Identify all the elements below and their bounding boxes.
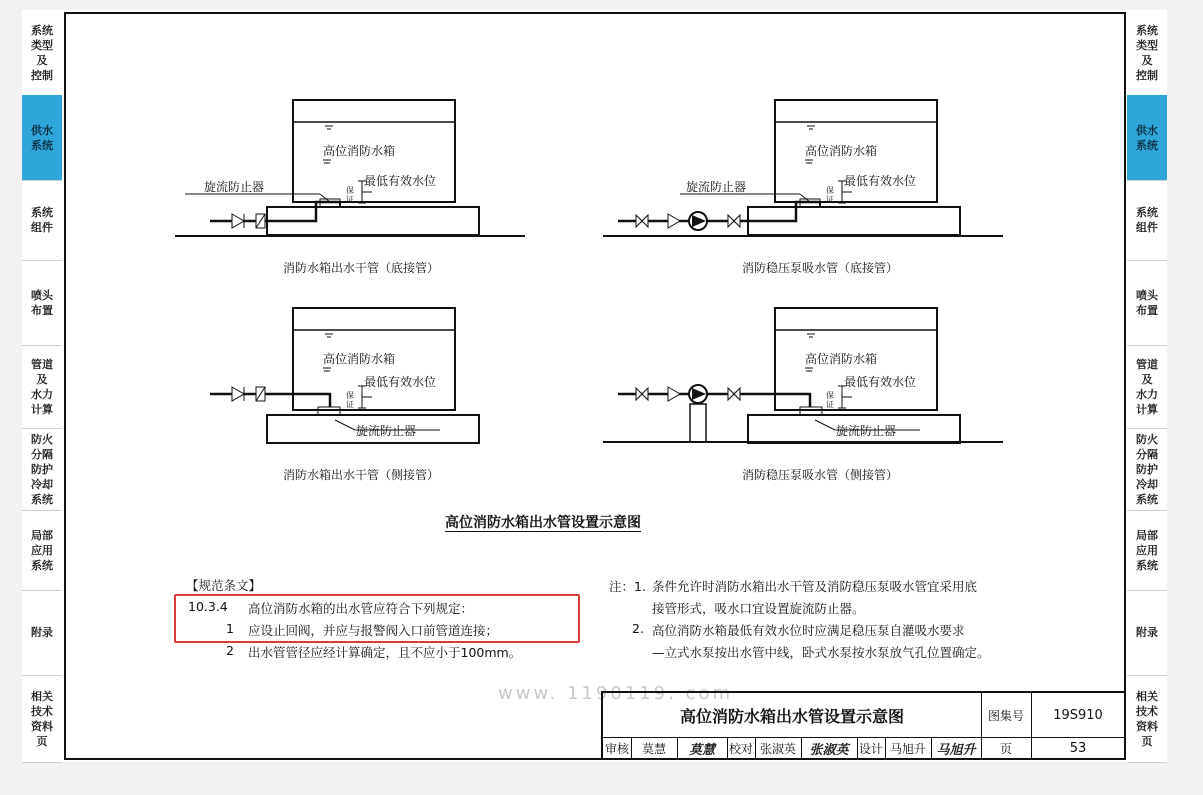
vortex-label-2: 旋流防止器	[686, 180, 747, 194]
clause-item1-number: 1	[226, 621, 234, 636]
level-mark-4: 保 证	[826, 391, 834, 409]
title-block-title: 高位消防水箱出水管设置示意图	[603, 693, 982, 738]
caption-2: 消防稳压泵吸水管（底接管）	[742, 261, 899, 275]
caption-4: 消防稳压泵吸水管（侧接管）	[742, 468, 899, 482]
note2-line2: —立式水泵按出水管中线，卧式水泵按水泵放气孔位置确定。	[652, 645, 990, 660]
review-label: 审核	[603, 737, 632, 759]
title-block	[601, 691, 1125, 758]
right-tab-5[interactable]: 管道 及 水力 计算	[1127, 345, 1167, 429]
notes-label: 注：1.	[609, 579, 646, 594]
design-signature: 马旭升	[931, 737, 982, 759]
page-number: 53	[1069, 740, 1087, 756]
right-tab-7[interactable]: 局部 应用 系统	[1127, 510, 1167, 591]
water-level-label-4: 最低有效水位	[844, 375, 917, 389]
tank-label-2: 高位消防水箱	[805, 144, 878, 158]
right-tab-6[interactable]: 防火 分隔 防护 冷却 系统	[1127, 428, 1167, 511]
clause-number: 10.3.4	[188, 599, 228, 614]
water-level-label-2: 最低有效水位	[844, 174, 917, 188]
vortex-label-4: 旋流防止器	[836, 424, 897, 438]
note1-line1: 条件允许时消防水箱出水干管及消防稳压泵吸水管宜采用底	[652, 579, 978, 594]
design-label: 设计	[857, 737, 886, 759]
note1-line2: 接管形式，吸水口宜设置旋流防止器。	[652, 601, 865, 616]
clause-item2-number: 2	[226, 643, 234, 658]
tank-label-3: 高位消防水箱	[323, 352, 396, 366]
figure-title: 高位消防水箱出水管设置示意图	[445, 515, 641, 531]
vortex-label-3: 旋流防止器	[356, 424, 417, 438]
note2-line1: 高位消防水箱最低有效水位时应满足稳压泵自灌吸水要求	[652, 623, 965, 638]
right-tab-4[interactable]: 喷头 布置	[1127, 260, 1167, 346]
left-tab-4[interactable]: 喷头 布置	[22, 260, 62, 346]
left-tab-8[interactable]: 附录	[22, 590, 62, 676]
left-tab-9[interactable]: 相关 技术 资料 页	[22, 675, 62, 763]
right-tab-9[interactable]: 相关 技术 资料 页	[1127, 675, 1167, 763]
design-name: 马旭升	[885, 737, 932, 759]
left-tab-2[interactable]: 供水 系统	[22, 95, 62, 181]
watermark: www. 1190119. com	[498, 683, 734, 704]
spec-heading: 【规范条文】	[186, 578, 262, 593]
check-signature: 张淑英	[801, 737, 858, 759]
diagram-bottom-outlet-tank	[175, 100, 525, 236]
atlas-no: 19S910	[1031, 693, 1125, 738]
caption-3: 消防水箱出水干管（侧接管）	[283, 468, 440, 482]
caption-1: 消防水箱出水干管（底接管）	[283, 261, 440, 275]
clause-item1-text: 应设止回阀，并应与报警阀入口前管道连接；	[248, 623, 499, 638]
left-tab-5[interactable]: 管道 及 水力 计算	[22, 345, 62, 429]
highlight-box	[174, 594, 580, 643]
diagram-side-outlet-tank	[210, 308, 479, 443]
check-label: 校对	[727, 737, 756, 759]
left-tab-3[interactable]: 系统 组件	[22, 180, 62, 261]
check-name: 张淑英	[755, 737, 802, 759]
atlas-no-label: 图集号	[981, 693, 1032, 738]
left-tab-7[interactable]: 局部 应用 系统	[22, 510, 62, 591]
diagram-bottom-suction-pump	[603, 100, 1003, 236]
level-mark-1: 保 证	[346, 186, 354, 204]
right-tab-8[interactable]: 附录	[1127, 590, 1167, 676]
right-tab-3[interactable]: 系统 组件	[1127, 180, 1167, 261]
page-label: 页	[981, 737, 1032, 759]
right-tab-2[interactable]: 供水 系统	[1127, 95, 1167, 181]
review-name: 莫慧	[631, 737, 678, 759]
water-level-label-3: 最低有效水位	[364, 375, 437, 389]
water-level-label-1: 最低有效水位	[364, 174, 437, 188]
level-mark-3: 保 证	[346, 391, 354, 409]
level-mark-2: 保 证	[826, 186, 834, 204]
diagram-side-suction-pump	[603, 308, 1003, 443]
note2-number: 2.	[632, 621, 644, 636]
left-tab-6[interactable]: 防火 分隔 防护 冷却 系统	[22, 428, 62, 511]
vortex-label-1: 旋流防止器	[204, 180, 265, 194]
review-signature: 莫慧	[677, 737, 728, 759]
clause-item2-text: 出水管管径应经计算确定，且不应小于100mm。	[248, 645, 522, 660]
clause-text: 高位消防水箱的出水管应符合下列规定：	[248, 601, 474, 616]
tank-label-1: 高位消防水箱	[323, 144, 396, 158]
left-tab-1[interactable]: 系统 类型 及 控制	[22, 10, 62, 96]
tank-label-4: 高位消防水箱	[805, 352, 878, 366]
right-tab-1[interactable]: 系统 类型 及 控制	[1127, 10, 1167, 96]
